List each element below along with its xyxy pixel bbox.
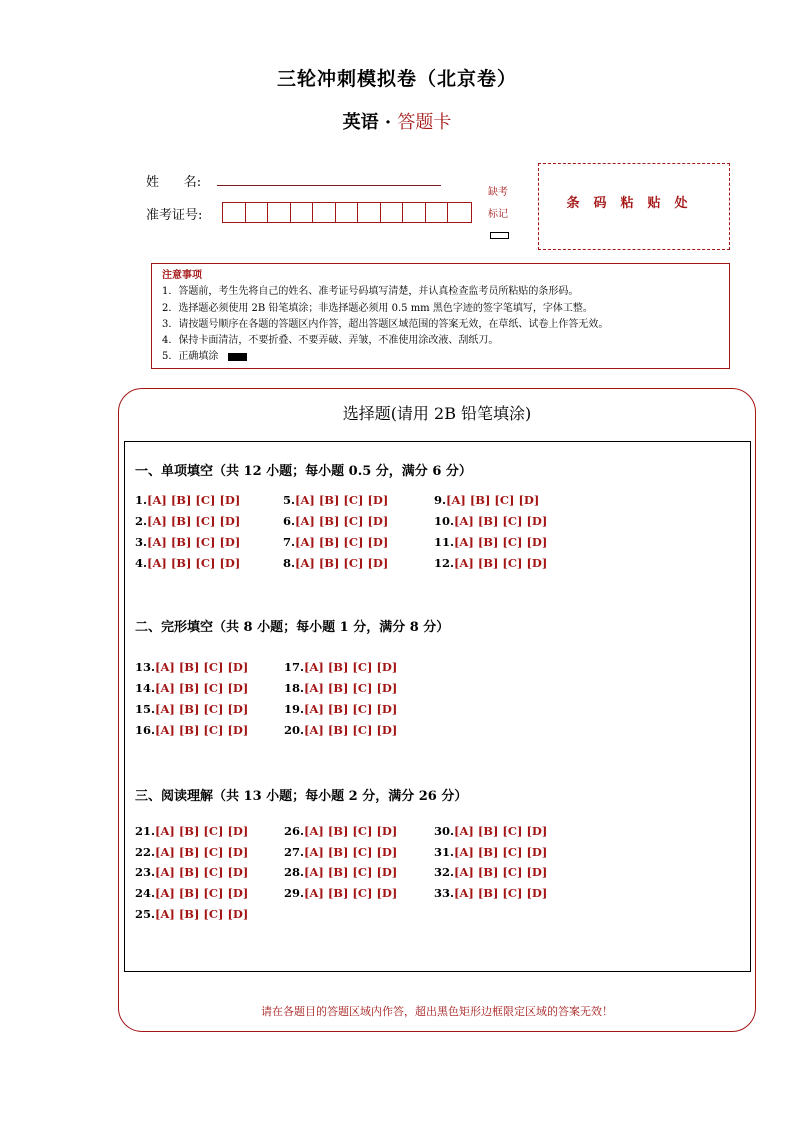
id-cell[interactable] [381,203,404,222]
question-number: 5. [283,493,296,507]
question-row[interactable] [135,681,248,695]
instruction-item: 3．请按题号顺序在各题的答题区内作答，超出答题区域范围的答案无效，在草纸、试卷上作答无效。 [162,318,609,330]
answer-options[interactable]: [A] [B] [C] [D] [295,514,389,528]
question-row[interactable] [135,865,248,879]
id-label: 准考证号: [146,208,203,223]
question-row[interactable] [283,493,388,507]
question-number: 8. [283,556,296,570]
question-number: 20. [284,723,305,737]
question-row[interactable] [434,514,547,528]
absent-checkbox[interactable] [490,232,509,239]
question-row[interactable] [284,723,397,737]
answer-options[interactable]: [A] [B] [C] [D] [155,886,249,900]
name-label: 姓 名: [146,175,202,190]
question-number: 7. [283,535,296,549]
question-number: 11. [434,535,455,549]
instruction-item-text: 5．正确填涂 [162,351,219,363]
answer-options[interactable]: [A] [B] [C] [D] [304,702,398,716]
absent-label-line2: 标记 [488,209,508,220]
id-cell[interactable] [403,203,426,222]
absent-label-line1: 缺考 [488,187,508,198]
question-number: 12. [434,556,455,570]
answer-options[interactable]: [A] [B] [C] [D] [304,824,398,838]
answer-options[interactable]: [A] [B] [C] [D] [304,865,398,879]
subtitle-subject: 英语 · [342,112,398,133]
answer-options[interactable]: [A] [B] [C] [D] [304,660,398,674]
answer-options[interactable]: [A] [B] [C] [D] [454,865,548,879]
instructions-title: 注意事项 [162,270,202,281]
question-number: 22. [135,845,156,859]
question-number: 19. [284,702,305,716]
question-row[interactable] [135,907,248,921]
question-number: 32. [434,865,455,879]
question-number: 6. [283,514,296,528]
correct-fill-sample [228,353,247,361]
question-row[interactable] [135,845,248,859]
question-row[interactable] [135,886,248,900]
question-number: 3. [135,535,148,549]
answer-options[interactable]: [A] [B] [C] [D] [454,886,548,900]
id-number-grid[interactable] [222,202,472,223]
question-number: 23. [135,865,156,879]
question-number: 2. [135,514,148,528]
question-row[interactable] [284,660,397,674]
page-subtitle [0,108,794,134]
question-row[interactable] [135,556,240,570]
question-row[interactable] [135,702,248,716]
question-number: 25. [135,907,156,921]
question-row[interactable] [135,514,240,528]
id-cell[interactable] [268,203,291,222]
barcode-label: 条码粘贴处 [566,196,702,211]
question-row[interactable] [135,493,240,507]
question-number: 16. [135,723,156,737]
section-heading: 二、完形填空（共 8 小题；每小题 1 分，满分 8 分） [135,620,450,635]
answer-options[interactable]: [A] [B] [C] [D] [446,493,540,507]
answer-options[interactable]: [A] [B] [C] [D] [454,824,548,838]
question-row[interactable] [283,556,388,570]
question-number: 30. [434,824,455,838]
question-number: 9. [434,493,447,507]
question-number: 17. [284,660,305,674]
answer-options[interactable]: [A] [B] [C] [D] [155,702,249,716]
question-row[interactable] [283,514,388,528]
question-row[interactable] [283,535,388,549]
question-row[interactable] [284,681,397,695]
id-cell[interactable] [313,203,336,222]
question-number: 13. [135,660,156,674]
id-cell[interactable] [336,203,359,222]
instructions-box [151,263,730,369]
question-number: 14. [135,681,156,695]
answer-options[interactable]: [A] [B] [C] [D] [155,681,249,695]
question-number: 29. [284,886,305,900]
answer-options[interactable]: [A] [B] [C] [D] [155,907,249,921]
question-row[interactable] [284,702,397,716]
question-row[interactable] [284,865,397,879]
question-row[interactable] [284,886,397,900]
section-heading: 一、单项填空（共 12 小题；每小题 0.5 分，满分 6 分） [135,464,472,479]
answer-options[interactable]: [A] [B] [C] [D] [304,723,398,737]
question-number: 21. [135,824,156,838]
question-row[interactable] [434,845,547,859]
answer-options[interactable]: [A] [B] [C] [D] [155,865,249,879]
answer-options[interactable]: [A] [B] [C] [D] [147,535,241,549]
id-cell[interactable] [448,203,471,222]
answer-options[interactable]: [A] [B] [C] [D] [454,535,548,549]
question-number: 33. [434,886,455,900]
answer-options[interactable]: [A] [B] [C] [D] [155,723,249,737]
footer-warning: 请在各题目的答题区域内作答，超出黑色矩形边框限定区域的答案无效！ [261,1005,613,1018]
id-cell[interactable] [358,203,381,222]
answer-options[interactable]: [A] [B] [C] [D] [147,514,241,528]
question-row[interactable] [284,845,397,859]
question-row[interactable] [434,556,547,570]
question-row[interactable] [135,660,248,674]
absent-mark-label [482,182,514,226]
question-row[interactable] [135,824,248,838]
question-row[interactable] [135,723,248,737]
answer-options[interactable]: [A] [B] [C] [D] [155,845,249,859]
question-row[interactable] [434,865,547,879]
answer-options[interactable]: [A] [B] [C] [D] [304,845,398,859]
id-cell[interactable] [246,203,269,222]
question-number: 26. [284,824,305,838]
question-row[interactable] [434,824,547,838]
answer-options[interactable]: [A] [B] [C] [D] [454,514,548,528]
id-cell[interactable] [426,203,449,222]
question-row[interactable] [434,886,547,900]
question-row[interactable] [434,535,547,549]
answer-options[interactable]: [A] [B] [C] [D] [147,493,241,507]
answer-options[interactable]: [A] [B] [C] [D] [304,681,398,695]
answer-options[interactable]: [A] [B] [C] [D] [295,493,389,507]
question-number: 15. [135,702,156,716]
question-number: 31. [434,845,455,859]
barcode-area [538,163,730,250]
question-number: 4. [135,556,148,570]
answer-options[interactable]: [A] [B] [C] [D] [147,556,241,570]
question-number: 27. [284,845,305,859]
answer-options[interactable]: [A] [B] [C] [D] [454,845,548,859]
question-row[interactable] [434,493,539,507]
subtitle-card: 答题卡 [397,112,452,133]
question-number: 1. [135,493,148,507]
answer-options[interactable]: [A] [B] [C] [D] [454,556,548,570]
question-row[interactable] [284,824,397,838]
id-cell[interactable] [291,203,314,222]
choice-section-title: 选择题(请用 2B 铅笔填涂) [342,404,532,423]
section-heading: 三、阅读理解（共 13 小题；每小题 2 分，满分 26 分） [135,789,468,804]
name-field[interactable] [217,185,441,186]
answer-options[interactable]: [A] [B] [C] [D] [295,556,389,570]
question-number: 18. [284,681,305,695]
answer-options[interactable]: [A] [B] [C] [D] [155,824,249,838]
question-number: 28. [284,865,305,879]
instruction-item [162,349,719,365]
question-row[interactable] [135,535,240,549]
answer-options[interactable]: [A] [B] [C] [D] [155,660,249,674]
page-title: 三轮冲刺模拟卷（北京卷） [276,68,517,90]
instruction-item: 4．保持卡面清洁，不要折叠、不要弄破、弄皱，不准使用涂改液、刮纸刀。 [162,335,499,347]
question-number: 10. [434,514,455,528]
answer-options[interactable]: [A] [B] [C] [D] [304,886,398,900]
instruction-item: 1．答题前，考生先将自己的姓名、准考证号码填写清楚，并认真检查监考员所粘贴的条形码。 [162,286,579,298]
question-number: 24. [135,886,156,900]
answer-options[interactable]: [A] [B] [C] [D] [295,535,389,549]
id-cell[interactable] [223,203,246,222]
instruction-item: 2．选择题必须使用 2B 铅笔填涂；非选择题必须用 0.5 mm 黑色字迹的签字笔填写，字体工整。 [162,302,593,314]
